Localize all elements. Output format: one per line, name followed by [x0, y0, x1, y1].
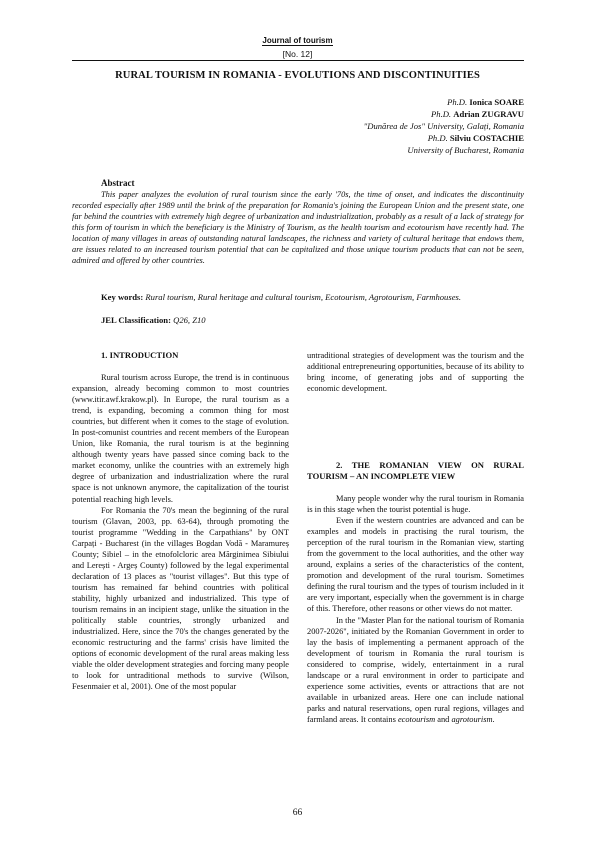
left-column-text: [72, 372, 289, 692]
author-block: [104, 96, 524, 156]
section-heading-introduction: 1. INTRODUCTION: [101, 350, 179, 360]
page-number: 66: [292, 808, 303, 818]
paragraph: untraditional strategies of development was the tourism and the additional entrepreneuring opportunities, because of its ability to bring income, of generating jobs and of supporting the economic development.: [307, 351, 524, 394]
author-affiliation: University of Bucharest, Romania: [407, 145, 524, 156]
author-line: Ph.D. Silviu COSTACHIE: [427, 133, 524, 144]
right-column-text: [307, 350, 524, 394]
paragraph: Rural tourism across Europe, the trend is in continuous expansion, already becoming common to most countries (www.itir.awf.krakow.pl). In Europe, the rural tourism as a trend, is expanding, becoming a common thing for most countries, but different when it comes to the stage of evolution. In post-comunist countries and recent members of the European Union, like Romania, the rural tourism is at the beginning although twenty years have passed since coming back to the market economy, unlike the countries with an extremely high degree of urbanization and industrialization where the rural space is not unknown anymore, the capitalization of the tourist potential reaching high levels.: [72, 373, 289, 504]
right-column-section2: [307, 493, 524, 725]
issue-number: [No. 12]: [282, 49, 313, 59]
jel-classification: JEL Classification: Q26, Z10: [101, 315, 206, 325]
paragraph: Many people wonder why the rural tourism in Romania is in this stage when the tourist potential is huge.: [307, 494, 524, 515]
author-line: Ph.D. Ionica SOARE: [447, 97, 524, 107]
paragraph: In the "Master Plan for the national tourism of Romania 2007-2026", initiated by the Romanian Government in order to lay the basis of implementing a permanent approach of the development of tourism in Romania the rural tourism is considered to comprise, widely, entertainment in a rural landscape or a rural environment in order to participate and experience some activities, events or attractions that are not available in urbanized areas. Here one can include national parks and natural reservations, open rural regions, villages and farmland areas. It contains ecotourism and agrotourism.: [307, 615, 524, 724]
keywords: Key words: Rural tourism, Rural heritage and cultural tourism, Ecotourism, Agrotourism, Farmhouses.: [101, 292, 461, 302]
header-divider: [72, 60, 524, 61]
paragraph: For Romania the 70's mean the beginning of the rural tourism (Glavan, 2003, pp. 63-64), through promoting the tourist programme "Wedding in the Carpathians" by ONT Carpați - Bucharest (in the villages Bogdan Vodă - Maramureș County; Sibiel – in the etnofolcloric area Mărginimea Sibiului and Lerești - Argeș County) followed by the legal experimental declaration of 13 places as "tourist villages". But this type of tourism has remained far behind countries with political stability, highly urbanized and industrialized. This type of tourism remains in an incipient stage, unlike the situation in the politically stable countries, strongly urbanized and industrialized. Here, since the 70's the changes generated by the economic restructuring and the farms' crisis have limited the options of economic development of the rural areas making less viable the older development strategies and forcing many people to look for untraditional methods to survive (Wilson, Fesenmaier et al, 2001). One of the most popular: [72, 505, 289, 692]
section-heading-romanian-view: 2. THE ROMANIAN VIEW ON RURAL TOURISM – AN INCOMPLETE VIEW: [307, 460, 524, 482]
journal-name: Journal of tourism: [262, 36, 333, 45]
paper-title: RURAL TOURISM IN ROMANIA - EVOLUTIONS AND DISCONTINUITIES: [115, 70, 480, 81]
paragraph: Even if the western countries are advanced and can be examples and models in practising the rural tourism, the perception of the rural tourism in the Romanian view, starting from the government to the local authorities, and the other way around, explains a series of the characteristics of the content, promotion and development of the rural tourism. Sometimes defining the rural tourism and the types of tourism included in it are very important, especially when the government is in charge of this. Therefore, other reasons or other views do not matter.: [307, 516, 524, 614]
abstract-heading: Abstract: [101, 178, 135, 188]
abstract-text: This paper analyzes the evolution of rural tourism since the early '70s, the time of onset, and indicates the discontinuity recorded especially after 1989 until the brink of the preparation for Romania's joining the European Union and the present state, one far behind the countries with extremely high degree of urbanization and industrialization, probably as a result of a lack of strategy for this form of tourism in which the beneficiary is the Ministry of Tourism, as the health tourism and ecotourism have recently had. The location of many villages in areas of outstanding natural landscapes, the richness and variety of cultural heritage that endows them, are issues related to an increased tourism potential that can be capitalized and those unique tourism products that can not be seen, admired and offered by other countries.: [72, 190, 524, 266]
author-affiliation: "Dunărea de Jos" University, Galați, Romania: [363, 121, 524, 132]
author-line: Ph.D. Adrian ZUGRAVU: [431, 109, 524, 120]
